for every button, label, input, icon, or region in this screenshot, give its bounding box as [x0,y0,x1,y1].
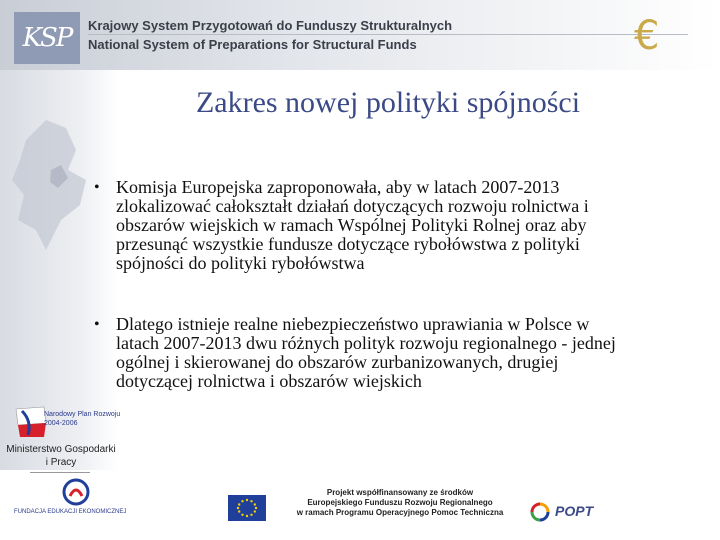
bullet-text: Komisja Europejska zaproponowała, aby w latach 2007-2013 zlokalizować całokształt działań dotyczących rozwoju rolnictwa i obszarów wiejskich w ramach Wspólnej Polityki Rolnej oraz aby przesunąć wszystkie fundusze dotyczące rybołówstwa z polityki spójności do polityki rybołówstwa [116,177,589,273]
header-title-polish: Krajowy System Przygotowań do Funduszy Strukturalnych [88,18,453,33]
bullet-item [94,177,636,273]
header-divider [88,34,688,35]
bullet-icon: • [94,179,100,196]
bullet-text: Dlatego istnieje realne niebezpieczeństwo uprawiania w Polsce w latach 2007-2013 dwu różnych polityk rozwoju regionalnego - jednej ogólnej i skierowanej do obszarów zurbanizowanych, drugiej dotyczącej rolnictwa i obszarów wiejskich [116,314,616,391]
euro-icon: € [634,13,660,59]
fundacja-logo-text: FUNDACJA EDUKACJI EKONOMICZNEJ [14,509,127,515]
footer-line: Projekt współfinansowany ze środków [326,488,474,497]
footer-line: w ramach Programu Operacyjnego Pomoc Techniczna [296,508,504,517]
ministry-divider [30,472,90,473]
footer-line: Europejskiego Funduszu Rozwoju Regionalnego [307,498,493,507]
eu-flag-icon [228,495,266,521]
popt-logo-text: POPT [555,503,594,519]
slide-title: Zakres nowej polityki spójności [195,86,581,119]
npr-logo-text: Narodowy Plan Rozwoju 2004-2006 [44,411,121,427]
header-title-english: National System of Preparations for Structural Funds [88,37,417,52]
popt-logo-icon [528,500,552,524]
footer-cofinancing-text [276,488,524,518]
europe-map-icon [6,110,106,260]
header-band [0,0,720,70]
ksp-logo: KSP [14,12,80,64]
bullet-item [94,314,636,391]
bullet-icon: • [94,316,100,333]
ministry-logo-text: Ministerstwo Gospodarki i Pracy [6,444,116,468]
fundacja-logo-icon [62,478,90,506]
